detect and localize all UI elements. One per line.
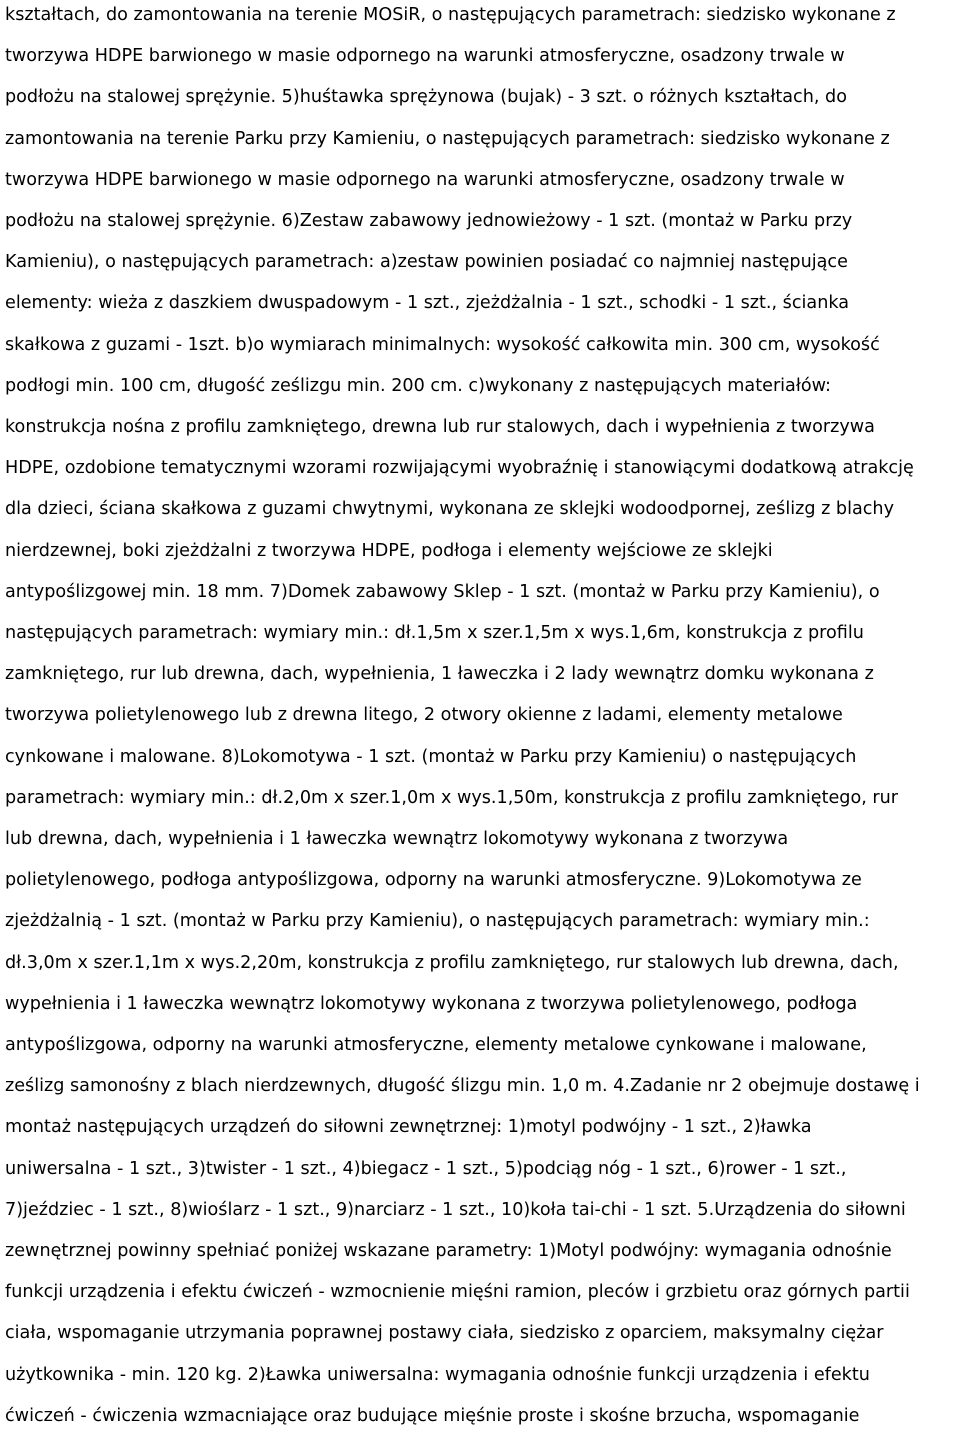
text-line: dł.3,0m x szer.1,1m x wys.2,20m, konstrukcja z profilu zamkniętego, rur stalowych lub drewna, dach, bbox=[5, 953, 899, 973]
text-line: zewnętrznej powinny spełniać poniżej wskazane parametry: 1)Motyl podwójny: wymagania odnośnie bbox=[5, 1241, 892, 1261]
text-line: kształtach, do zamontowania na terenie MOSiR, o następujących parametrach: siedzisko wykonane z bbox=[5, 5, 896, 25]
text-line: podłożu na stalowej sprężynie. 6)Zestaw zabawowy jednowieżowy - 1 szt. (montaż w Parku przy bbox=[5, 211, 853, 231]
text-line: antypoślizgowa, odporny na warunki atmosferyczne, elementy metalowe cynkowane i malowane, bbox=[5, 1035, 867, 1055]
text-line: ześlizg samonośny z blach nierdzewnych, długość ślizgu min. 1,0 m. 4.Zadanie nr 2 obejmuje dostawę i bbox=[5, 1076, 920, 1096]
text-line: podłożu na stalowej sprężynie. 5)huśtawka sprężynowa (bujak) - 3 szt. o różnych kształtach, do bbox=[5, 87, 847, 107]
text-line: dla dzieci, ściana skałkowa z guzami chwytnymi, wykonana ze sklejki wodoodpornej, ześlizg z blachy bbox=[5, 499, 894, 519]
text-line: konstrukcja nośna z profilu zamkniętego, drewna lub rur stalowych, dach i wypełnienia z tworzywa bbox=[5, 417, 875, 437]
text-line: podłogi min. 100 cm, długość ześlizgu min. 200 cm. c)wykonany z następujących materiałów: bbox=[5, 376, 831, 396]
text-line: zamkniętego, rur lub drewna, dach, wypełnienia, 1 ławeczka i 2 lady wewnątrz domku wykonana z bbox=[5, 664, 874, 684]
text-line: tworzywa polietylenowego lub z drewna litego, 2 otwory okienne z ladami, elementy metalowe bbox=[5, 705, 843, 725]
text-line: cynkowane i malowane. 8)Lokomotywa - 1 szt. (montaż w Parku przy Kamieniu) o następujących bbox=[5, 747, 857, 767]
text-line: tworzywa HDPE barwionego w masie odpornego na warunki atmosferyczne, osadzony trwale w bbox=[5, 170, 845, 190]
text-line: HDPE, ozdobione tematycznymi wzorami rozwijającymi wyobraźnię i stanowiącymi dodatkową atrakcję bbox=[5, 458, 914, 478]
text-line: lub drewna, dach, wypełnienia i 1 ławeczka wewnątrz lokomotywy wykonana z tworzywa bbox=[5, 829, 789, 849]
text-line: zamontowania na terenie Parku przy Kamieniu, o następujących parametrach: siedzisko wykonane z bbox=[5, 129, 890, 149]
text-line: zjeżdżalnią - 1 szt. (montaż w Parku przy Kamieniu), o następujących parametrach: wymiary min.: bbox=[5, 911, 870, 931]
text-line: Kamieniu), o następujących parametrach: a)zestaw powinien posiadać co najmniej następujące bbox=[5, 252, 848, 272]
text-line: ciała, wspomaganie utrzymania poprawnej postawy ciała, siedzisko z oparciem, maksymalny ciężar bbox=[5, 1323, 884, 1343]
text-line: funkcji urządzenia i efektu ćwiczeń - wzmocnienie mięśni ramion, pleców i grzbietu oraz górnych partii bbox=[5, 1282, 910, 1302]
text-line: elementy: wieża z daszkiem dwuspadowym - 1 szt., zjeżdżalnia - 1 szt., schodki - 1 szt., ścianka bbox=[5, 293, 850, 313]
text-line: montaż następujących urządzeń do siłowni zewnętrznej: 1)motyl podwójny - 1 szt., 2)ławka bbox=[5, 1117, 812, 1137]
text-line: antypoślizgowej min. 18 mm. 7)Domek zabawowy Sklep - 1 szt. (montaż w Parku przy Kamieniu), o bbox=[5, 582, 880, 602]
text-line: wypełnienia i 1 ławeczka wewnątrz lokomotywy wykonana z tworzywa polietylenowego, podłoga bbox=[5, 994, 858, 1014]
text-line: nierdzewnej, boki zjeżdżalni z tworzywa HDPE, podłoga i elementy wejściowe ze sklejki bbox=[5, 541, 773, 561]
text-line: polietylenowego, podłoga antypoślizgowa, odporny na warunki atmosferyczne. 9)Lokomotywa ze bbox=[5, 870, 862, 890]
text-line: tworzywa HDPE barwionego w masie odpornego na warunki atmosferyczne, osadzony trwale w bbox=[5, 46, 845, 66]
text-line: następujących parametrach: wymiary min.: dł.1,5m x szer.1,5m x wys.1,6m, konstrukcja z profilu bbox=[5, 623, 864, 643]
text-line: uniwersalna - 1 szt., 3)twister - 1 szt., 4)biegacz - 1 szt., 5)podciąg nóg - 1 szt., 6)rower - 1 szt., bbox=[5, 1159, 847, 1179]
text-line: ćwiczeń - ćwiczenia wzmacniające oraz budujące mięśnie proste i skośne brzucha, wspomaganie bbox=[5, 1406, 860, 1426]
text-line: użytkownika - min. 120 kg. 2)Ławka uniwersalna: wymagania odnośnie funkcji urządzenia i efektu bbox=[5, 1365, 870, 1385]
text-line: skałkowa z guzami - 1szt. b)o wymiarach minimalnych: wysokość całkowita min. 300 cm, wysokość bbox=[5, 335, 880, 355]
text-line: parametrach: wymiary min.: dł.2,0m x szer.1,0m x wys.1,50m, konstrukcja z profilu zamkniętego, rur bbox=[5, 788, 899, 808]
text-line: 7)jeździec - 1 szt., 8)wioślarz - 1 szt., 9)narciarz - 1 szt., 10)koła tai-chi - 1 szt. 5.Urządzenia do siłowni bbox=[5, 1200, 906, 1220]
